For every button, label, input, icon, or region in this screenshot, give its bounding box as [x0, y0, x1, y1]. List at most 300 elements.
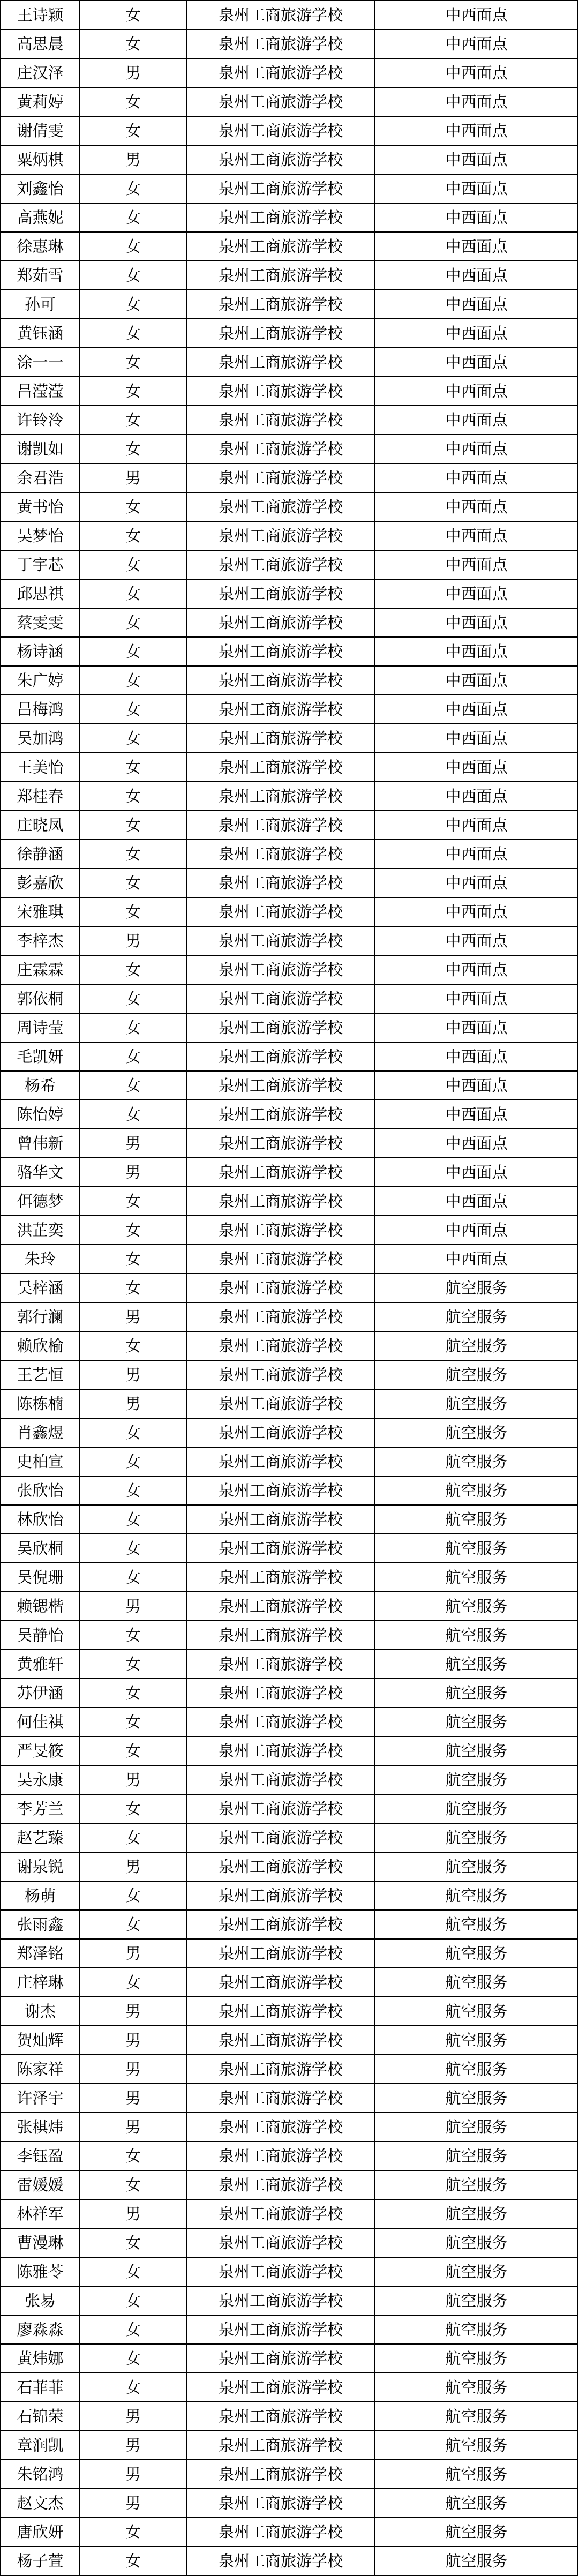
school-cell: 泉州工商旅游学校 [186, 1621, 375, 1650]
name-cell: 许铃泠 [1, 406, 80, 435]
gender-cell: 女 [80, 2286, 186, 2315]
name-cell: 吴倪珊 [1, 1563, 80, 1592]
name-cell: 黄雅轩 [1, 1650, 80, 1679]
name-cell: 杨子萱 [1, 2547, 80, 2575]
school-cell: 泉州工商旅游学校 [186, 435, 375, 463]
name-cell: 庄晓凤 [1, 811, 80, 840]
gender-cell: 女 [80, 1, 186, 29]
gender-cell: 男 [80, 2113, 186, 2141]
gender-cell: 女 [80, 290, 186, 319]
gender-cell: 男 [80, 2084, 186, 2113]
major-cell: 航空服务 [375, 2199, 578, 2228]
school-cell: 泉州工商旅游学校 [186, 174, 375, 203]
major-cell: 中西面点 [375, 1071, 578, 1100]
name-cell: 涂一一 [1, 348, 80, 377]
name-cell: 郑桂春 [1, 782, 80, 811]
table-row [1, 2402, 578, 2431]
major-cell: 中西面点 [375, 1187, 578, 1216]
table-row [1, 145, 578, 174]
name-cell: 赖锶楷 [1, 1592, 80, 1621]
school-cell: 泉州工商旅游学校 [186, 232, 375, 261]
school-cell: 泉州工商旅游学校 [186, 58, 375, 87]
name-cell: 王诗颖 [1, 1, 80, 29]
school-cell: 泉州工商旅游学校 [186, 1187, 375, 1216]
name-cell: 曾伟新 [1, 1129, 80, 1158]
gender-cell: 女 [80, 319, 186, 348]
gender-cell: 女 [80, 1505, 186, 1534]
table-row [1, 1, 578, 29]
gender-cell: 女 [80, 1823, 186, 1852]
gender-cell: 女 [80, 1274, 186, 1302]
major-cell: 航空服务 [375, 2547, 578, 2575]
major-cell: 航空服务 [375, 1389, 578, 1418]
school-cell: 泉州工商旅游学校 [186, 579, 375, 608]
table-row [1, 261, 578, 290]
major-cell: 中西面点 [375, 203, 578, 232]
table-row [1, 1823, 578, 1852]
table-row [1, 1592, 578, 1621]
school-cell: 泉州工商旅游学校 [186, 1302, 375, 1331]
table-row [1, 840, 578, 868]
major-cell: 中西面点 [375, 782, 578, 811]
school-cell: 泉州工商旅游学校 [186, 608, 375, 637]
major-cell: 航空服务 [375, 2113, 578, 2141]
gender-cell: 女 [80, 87, 186, 116]
name-cell: 王艺恒 [1, 1360, 80, 1389]
gender-cell: 男 [80, 1592, 186, 1621]
table-row [1, 1013, 578, 1042]
table-row [1, 1997, 578, 2026]
gender-cell: 女 [80, 1563, 186, 1592]
gender-cell: 女 [80, 1650, 186, 1679]
school-cell: 泉州工商旅游学校 [186, 1679, 375, 1708]
school-cell: 泉州工商旅游学校 [186, 637, 375, 666]
major-cell: 航空服务 [375, 2402, 578, 2431]
name-cell: 张雨鑫 [1, 1910, 80, 1939]
major-cell: 航空服务 [375, 2315, 578, 2344]
name-cell: 骆华文 [1, 1158, 80, 1187]
major-cell: 航空服务 [375, 2084, 578, 2113]
table-row [1, 1100, 578, 1129]
table-row [1, 1621, 578, 1650]
gender-cell: 女 [80, 1418, 186, 1447]
table-row [1, 1389, 578, 1418]
major-cell: 中西面点 [375, 290, 578, 319]
name-cell: 洪芷奕 [1, 1216, 80, 1245]
gender-cell: 女 [80, 1794, 186, 1823]
major-cell: 中西面点 [375, 319, 578, 348]
major-cell: 中西面点 [375, 406, 578, 435]
school-cell: 泉州工商旅游学校 [186, 1158, 375, 1187]
table-row [1, 2547, 578, 2575]
major-cell: 中西面点 [375, 926, 578, 955]
name-cell: 佴德梦 [1, 1187, 80, 1216]
gender-cell: 女 [80, 2373, 186, 2402]
name-cell: 朱玲 [1, 1245, 80, 1274]
name-cell: 林欣怡 [1, 1505, 80, 1534]
gender-cell: 女 [80, 2547, 186, 2575]
name-cell: 高思晨 [1, 29, 80, 58]
major-cell: 航空服务 [375, 1997, 578, 2026]
major-cell: 航空服务 [375, 1476, 578, 1505]
name-cell: 朱广婷 [1, 666, 80, 695]
major-cell: 中西面点 [375, 435, 578, 463]
school-cell: 泉州工商旅游学校 [186, 2170, 375, 2199]
school-cell: 泉州工商旅游学校 [186, 2518, 375, 2547]
name-cell: 杨萌 [1, 1881, 80, 1910]
table-row [1, 1505, 578, 1534]
major-cell: 航空服务 [375, 2489, 578, 2518]
gender-cell: 女 [80, 550, 186, 579]
name-cell: 邱思祺 [1, 579, 80, 608]
school-cell: 泉州工商旅游学校 [186, 1216, 375, 1245]
school-cell: 泉州工商旅游学校 [186, 1389, 375, 1418]
school-cell: 泉州工商旅游学校 [186, 1447, 375, 1476]
table-row [1, 2460, 578, 2489]
gender-cell: 女 [80, 579, 186, 608]
school-cell: 泉州工商旅游学校 [186, 955, 375, 984]
school-cell: 泉州工商旅游学校 [186, 1100, 375, 1129]
school-cell: 泉州工商旅游学校 [186, 2547, 375, 2575]
table-row [1, 2055, 578, 2084]
name-cell: 庄霖霖 [1, 955, 80, 984]
gender-cell: 女 [80, 521, 186, 550]
name-cell: 李钰盈 [1, 2141, 80, 2170]
major-cell: 航空服务 [375, 2170, 578, 2199]
name-cell: 黄炜娜 [1, 2344, 80, 2373]
name-cell: 郑茹雪 [1, 261, 80, 290]
major-cell: 航空服务 [375, 2460, 578, 2489]
gender-cell: 男 [80, 2460, 186, 2489]
table-row [1, 753, 578, 782]
major-cell: 航空服务 [375, 2257, 578, 2286]
major-cell: 中西面点 [375, 1100, 578, 1129]
table-row [1, 550, 578, 579]
gender-cell: 女 [80, 232, 186, 261]
gender-cell: 女 [80, 1245, 186, 1274]
table-row [1, 1708, 578, 1736]
school-cell: 泉州工商旅游学校 [186, 724, 375, 753]
major-cell: 中西面点 [375, 897, 578, 926]
gender-cell: 女 [80, 116, 186, 145]
major-cell: 中西面点 [375, 492, 578, 521]
name-cell: 吴永康 [1, 1765, 80, 1794]
name-cell: 张欣怡 [1, 1476, 80, 1505]
gender-cell: 男 [80, 1852, 186, 1881]
school-cell: 泉州工商旅游学校 [186, 1794, 375, 1823]
name-cell: 周诗莹 [1, 1013, 80, 1042]
gender-cell: 女 [80, 377, 186, 406]
gender-cell: 男 [80, 2402, 186, 2431]
school-cell: 泉州工商旅游学校 [186, 1534, 375, 1563]
school-cell: 泉州工商旅游学校 [186, 2257, 375, 2286]
name-cell: 李梓杰 [1, 926, 80, 955]
gender-cell: 女 [80, 666, 186, 695]
name-cell: 王美怡 [1, 753, 80, 782]
table-row [1, 2199, 578, 2228]
school-cell: 泉州工商旅游学校 [186, 1042, 375, 1071]
major-cell: 中西面点 [375, 1013, 578, 1042]
name-cell: 林祥军 [1, 2199, 80, 2228]
name-cell: 郭行澜 [1, 1302, 80, 1331]
gender-cell: 女 [80, 724, 186, 753]
gender-cell: 男 [80, 463, 186, 492]
gender-cell: 女 [80, 1621, 186, 1650]
name-cell: 吴梦怡 [1, 521, 80, 550]
table-row [1, 87, 578, 116]
major-cell: 航空服务 [375, 1534, 578, 1563]
name-cell: 庄梓琳 [1, 1968, 80, 1997]
name-cell: 张易 [1, 2286, 80, 2315]
table-row [1, 955, 578, 984]
table-row [1, 1910, 578, 1939]
major-cell: 中西面点 [375, 695, 578, 724]
name-cell: 雷媛媛 [1, 2170, 80, 2199]
name-cell: 石锦荣 [1, 2402, 80, 2431]
gender-cell: 男 [80, 58, 186, 87]
gender-cell: 女 [80, 1447, 186, 1476]
major-cell: 中西面点 [375, 463, 578, 492]
table-row [1, 2431, 578, 2460]
table-row [1, 1245, 578, 1274]
table-row [1, 463, 578, 492]
school-cell: 泉州工商旅游学校 [186, 1997, 375, 2026]
school-cell: 泉州工商旅游学校 [186, 1505, 375, 1534]
major-cell: 航空服务 [375, 1736, 578, 1765]
name-cell: 谢泉锐 [1, 1852, 80, 1881]
school-cell: 泉州工商旅游学校 [186, 782, 375, 811]
school-cell: 泉州工商旅游学校 [186, 1245, 375, 1274]
gender-cell: 女 [80, 29, 186, 58]
major-cell: 中西面点 [375, 724, 578, 753]
gender-cell: 女 [80, 174, 186, 203]
gender-cell: 男 [80, 1360, 186, 1389]
school-cell: 泉州工商旅游学校 [186, 1, 375, 29]
gender-cell: 女 [80, 1736, 186, 1765]
school-cell: 泉州工商旅游学校 [186, 319, 375, 348]
major-cell: 中西面点 [375, 550, 578, 579]
major-cell: 航空服务 [375, 1274, 578, 1302]
name-cell: 史柏宣 [1, 1447, 80, 1476]
table-row [1, 1129, 578, 1158]
table-row [1, 58, 578, 87]
school-cell: 泉州工商旅游学校 [186, 1013, 375, 1042]
table-row [1, 2113, 578, 2141]
table-row [1, 608, 578, 637]
school-cell: 泉州工商旅游学校 [186, 1823, 375, 1852]
gender-cell: 男 [80, 2199, 186, 2228]
school-cell: 泉州工商旅游学校 [186, 1274, 375, 1302]
table-row [1, 1679, 578, 1708]
gender-cell: 女 [80, 2141, 186, 2170]
table-row [1, 319, 578, 348]
school-cell: 泉州工商旅游学校 [186, 2402, 375, 2431]
table-row [1, 1852, 578, 1881]
gender-cell: 女 [80, 406, 186, 435]
name-cell: 廖淼淼 [1, 2315, 80, 2344]
name-cell: 吴静怡 [1, 1621, 80, 1650]
table-row [1, 2257, 578, 2286]
gender-cell: 女 [80, 492, 186, 521]
school-cell: 泉州工商旅游学校 [186, 2113, 375, 2141]
gender-cell: 男 [80, 1765, 186, 1794]
table-row [1, 984, 578, 1013]
major-cell: 航空服务 [375, 1679, 578, 1708]
school-cell: 泉州工商旅游学校 [186, 261, 375, 290]
table-row [1, 1187, 578, 1216]
major-cell: 中西面点 [375, 666, 578, 695]
school-cell: 泉州工商旅游学校 [186, 1650, 375, 1679]
table-row [1, 290, 578, 319]
table-row [1, 406, 578, 435]
school-cell: 泉州工商旅游学校 [186, 926, 375, 955]
gender-cell: 女 [80, 2257, 186, 2286]
name-cell: 石菲菲 [1, 2373, 80, 2402]
name-cell: 谢杰 [1, 1997, 80, 2026]
gender-cell: 男 [80, 1939, 186, 1968]
major-cell: 航空服务 [375, 1331, 578, 1360]
gender-cell: 女 [80, 1100, 186, 1129]
gender-cell: 女 [80, 608, 186, 637]
table-row [1, 1881, 578, 1910]
gender-cell: 女 [80, 261, 186, 290]
major-cell: 航空服务 [375, 1418, 578, 1447]
major-cell: 中西面点 [375, 348, 578, 377]
gender-cell: 女 [80, 637, 186, 666]
major-cell: 航空服务 [375, 1910, 578, 1939]
gender-cell: 男 [80, 2431, 186, 2460]
name-cell: 余君浩 [1, 463, 80, 492]
name-cell: 郑泽铭 [1, 1939, 80, 1968]
name-cell: 陈栋楠 [1, 1389, 80, 1418]
name-cell: 庄汉泽 [1, 58, 80, 87]
name-cell: 吴梓涵 [1, 1274, 80, 1302]
name-cell: 赵艺臻 [1, 1823, 80, 1852]
gender-cell: 女 [80, 897, 186, 926]
name-cell: 刘鑫怡 [1, 174, 80, 203]
major-cell: 中西面点 [375, 174, 578, 203]
gender-cell: 女 [80, 840, 186, 868]
name-cell: 彭嘉欣 [1, 868, 80, 897]
table-row [1, 29, 578, 58]
name-cell: 徐静涵 [1, 840, 80, 868]
major-cell: 航空服务 [375, 1765, 578, 1794]
gender-cell: 男 [80, 2055, 186, 2084]
major-cell: 中西面点 [375, 955, 578, 984]
major-cell: 航空服务 [375, 1592, 578, 1621]
school-cell: 泉州工商旅游学校 [186, 1360, 375, 1389]
gender-cell: 女 [80, 782, 186, 811]
major-cell: 中西面点 [375, 637, 578, 666]
table-row [1, 1331, 578, 1360]
major-cell: 航空服务 [375, 2286, 578, 2315]
name-cell: 章润凯 [1, 2431, 80, 2460]
table-row [1, 1968, 578, 1997]
major-cell: 中西面点 [375, 1042, 578, 1071]
school-cell: 泉州工商旅游学校 [186, 811, 375, 840]
major-cell: 航空服务 [375, 1505, 578, 1534]
school-cell: 泉州工商旅游学校 [186, 2431, 375, 2460]
table-row [1, 1274, 578, 1302]
table-row [1, 2084, 578, 2113]
school-cell: 泉州工商旅游学校 [186, 2084, 375, 2113]
gender-cell: 女 [80, 435, 186, 463]
table-row [1, 521, 578, 550]
school-cell: 泉州工商旅游学校 [186, 1418, 375, 1447]
major-cell: 中西面点 [375, 377, 578, 406]
name-cell: 曹漫琳 [1, 2228, 80, 2257]
gender-cell: 女 [80, 695, 186, 724]
school-cell: 泉州工商旅游学校 [186, 1129, 375, 1158]
name-cell: 宋雅琪 [1, 897, 80, 926]
school-cell: 泉州工商旅游学校 [186, 1331, 375, 1360]
table-row [1, 1650, 578, 1679]
name-cell: 郭依桐 [1, 984, 80, 1013]
table-row [1, 492, 578, 521]
school-cell: 泉州工商旅游学校 [186, 463, 375, 492]
school-cell: 泉州工商旅游学校 [186, 1968, 375, 1997]
name-cell: 陈家祥 [1, 2055, 80, 2084]
major-cell: 航空服务 [375, 1968, 578, 1997]
school-cell: 泉州工商旅游学校 [186, 1071, 375, 1100]
major-cell: 航空服务 [375, 1650, 578, 1679]
name-cell: 徐惠琳 [1, 232, 80, 261]
name-cell: 肖鑫煜 [1, 1418, 80, 1447]
gender-cell: 女 [80, 2344, 186, 2373]
school-cell: 泉州工商旅游学校 [186, 145, 375, 174]
name-cell: 谢凯如 [1, 435, 80, 463]
name-cell: 张棋炜 [1, 2113, 80, 2141]
table-row [1, 1534, 578, 1563]
major-cell: 中西面点 [375, 1, 578, 29]
table-row [1, 2141, 578, 2170]
table-row [1, 1302, 578, 1331]
table-row [1, 811, 578, 840]
name-cell: 杨诗涵 [1, 637, 80, 666]
table-row [1, 2518, 578, 2547]
gender-cell: 女 [80, 203, 186, 232]
table-row [1, 1794, 578, 1823]
name-cell: 谢倩雯 [1, 116, 80, 145]
table-row [1, 1216, 578, 1245]
name-cell: 粟炳棋 [1, 145, 80, 174]
table-row [1, 174, 578, 203]
school-cell: 泉州工商旅游学校 [186, 2460, 375, 2489]
table-row [1, 926, 578, 955]
name-cell: 严旻筱 [1, 1736, 80, 1765]
table-row [1, 782, 578, 811]
school-cell: 泉州工商旅游学校 [186, 406, 375, 435]
school-cell: 泉州工商旅游学校 [186, 2199, 375, 2228]
major-cell: 中西面点 [375, 29, 578, 58]
table-row [1, 2170, 578, 2199]
gender-cell: 女 [80, 984, 186, 1013]
table-row [1, 435, 578, 463]
table-row [1, 1765, 578, 1794]
name-cell: 孙可 [1, 290, 80, 319]
major-cell: 中西面点 [375, 58, 578, 87]
major-cell: 中西面点 [375, 811, 578, 840]
gender-cell: 女 [80, 1708, 186, 1736]
name-cell: 许泽宇 [1, 2084, 80, 2113]
gender-cell: 男 [80, 1302, 186, 1331]
name-cell: 苏伊涵 [1, 1679, 80, 1708]
name-cell: 陈怡婷 [1, 1100, 80, 1129]
school-cell: 泉州工商旅游学校 [186, 203, 375, 232]
major-cell: 航空服务 [375, 2373, 578, 2402]
school-cell: 泉州工商旅游学校 [186, 2141, 375, 2170]
school-cell: 泉州工商旅游学校 [186, 840, 375, 868]
